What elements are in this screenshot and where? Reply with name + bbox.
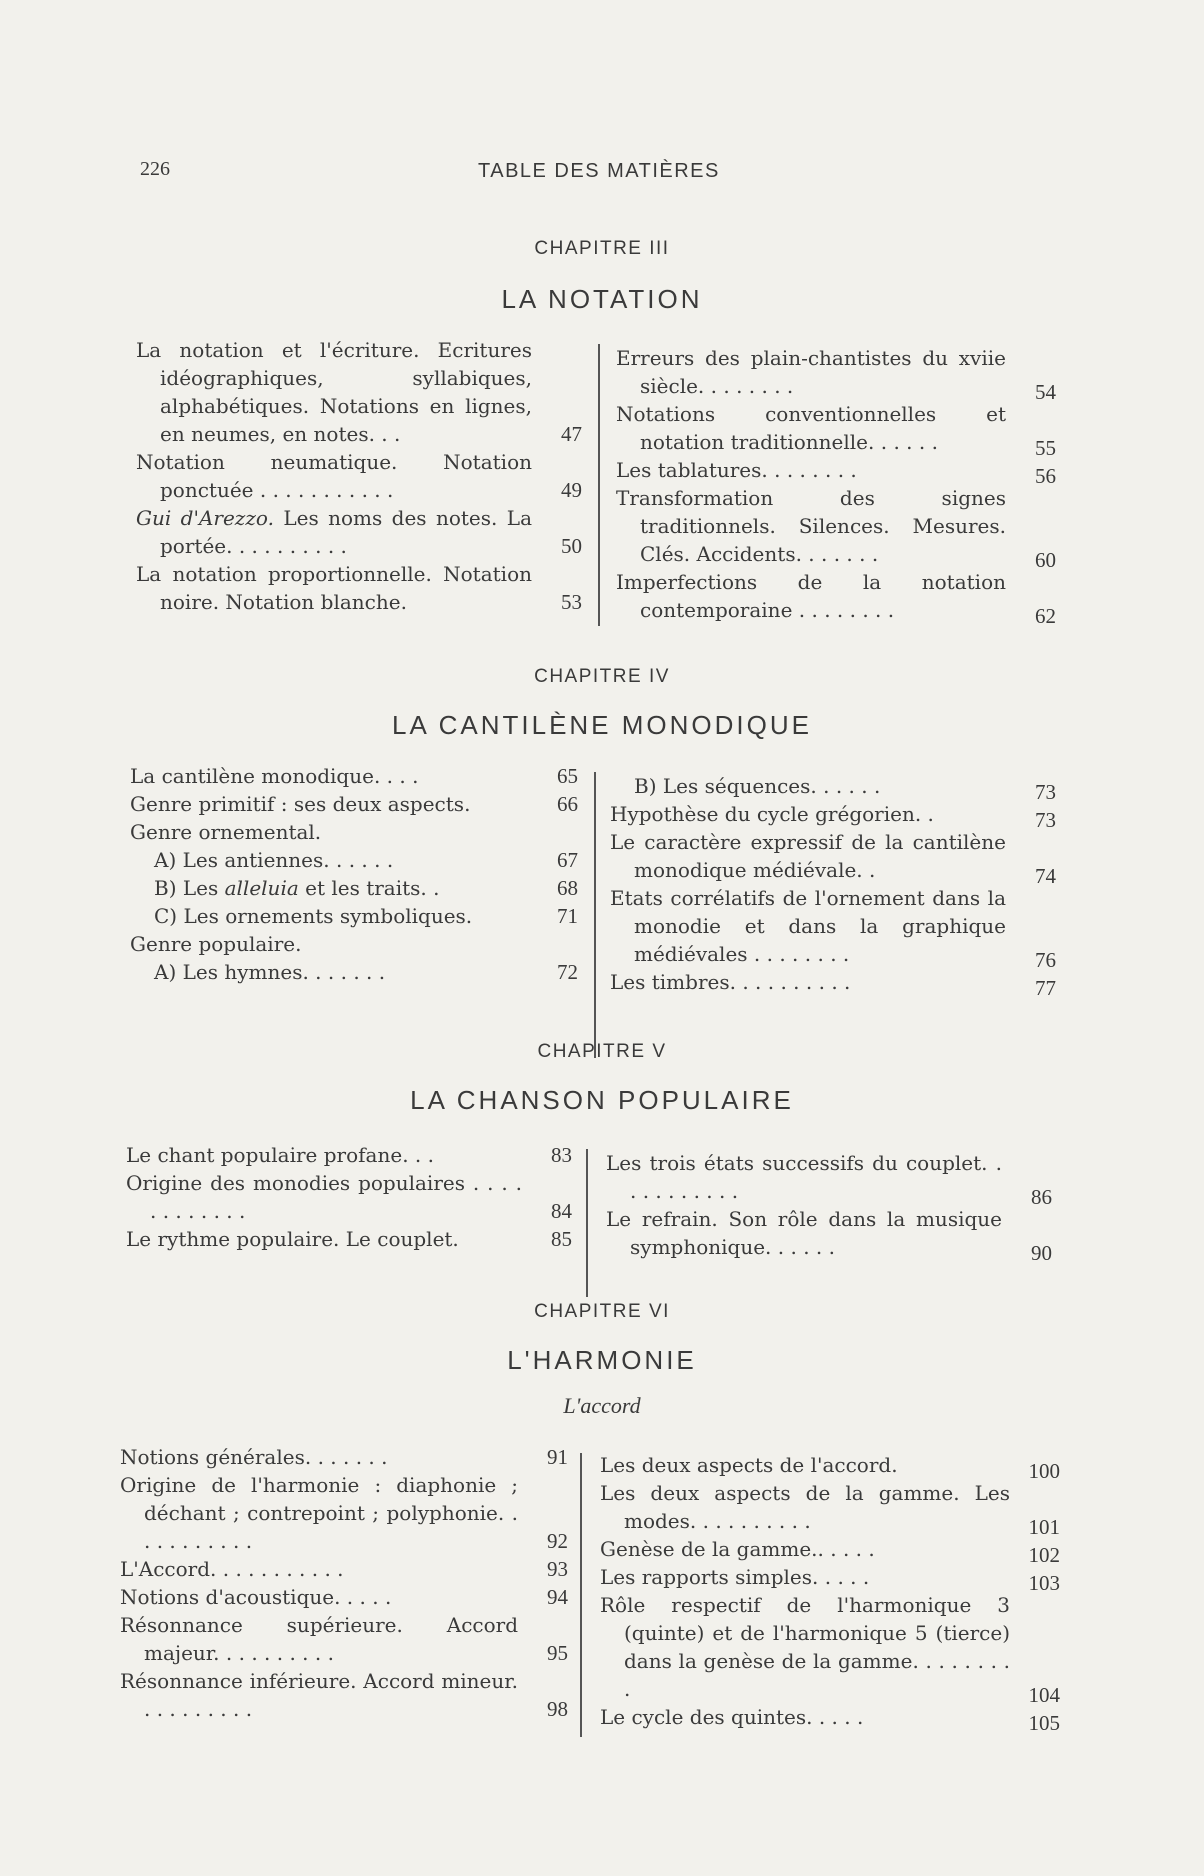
toc-entry[interactable] [606, 1149, 1052, 1209]
toc-right-column [610, 772, 1056, 1000]
chapter-label: CHAPITRE VI [534, 1301, 670, 1322]
toc-entry-title [136, 336, 582, 448]
toc-page-number: 90 [1031, 1241, 1052, 1265]
chapter-title: LA CHANSON POPULAIRE [410, 1085, 794, 1115]
toc-entry-text: Notations conventionnelles et notation traditionnelle. . . . . . [616, 402, 1006, 454]
toc-page-number: 76 [1035, 948, 1056, 972]
toc-entry-title [600, 1591, 1060, 1703]
toc-entry-title [130, 762, 578, 790]
toc-entry-text: La notation proportionnelle. Notation noire. Notation blanche. [136, 562, 532, 614]
toc-entry-title [126, 1141, 572, 1169]
toc-entry[interactable] [120, 1667, 568, 1723]
toc-entry-title [126, 1225, 572, 1253]
toc-entry-title [136, 560, 582, 616]
toc-entry-text: Les rapports simples. . . . . [600, 1565, 870, 1589]
toc-entry[interactable] [130, 846, 578, 874]
toc-entry[interactable] [120, 1611, 568, 1667]
toc-page-number: 66 [557, 792, 578, 816]
toc-entry[interactable] [600, 1535, 1060, 1567]
toc-entry-title [616, 400, 1056, 456]
toc-entry-title [130, 790, 578, 818]
toc-entry-title [610, 772, 1056, 800]
toc-entry-title [600, 1479, 1060, 1535]
toc-entry[interactable] [616, 400, 1056, 460]
page-header [140, 158, 750, 188]
chapter-label: CHAPITRE III [534, 238, 670, 259]
toc-page-number: 77 [1035, 976, 1056, 1000]
toc-entry-title [616, 568, 1056, 624]
toc-entry-title [610, 968, 1056, 996]
toc-entry-text: Etats corrélatifs de l'ornement dans la monodie et dans la graphique médiévales . . . . . . . . [610, 886, 1006, 966]
toc-page-number: 73 [1035, 808, 1056, 832]
toc-left-column [130, 762, 578, 986]
toc-entry[interactable] [126, 1141, 572, 1169]
toc-entry-title [606, 1205, 1052, 1261]
toc-page-number: 92 [547, 1529, 568, 1553]
toc-entry[interactable] [616, 456, 1056, 488]
toc-entry-title [610, 884, 1056, 968]
toc-entry-title [606, 1149, 1052, 1205]
page-number: 226 [140, 158, 170, 180]
toc-page-number: 55 [1035, 436, 1056, 460]
toc-entry[interactable] [600, 1703, 1060, 1735]
toc-page-number: 105 [1028, 1711, 1060, 1735]
toc-entry-text: et les traits. . [298, 876, 440, 900]
toc-entry-italic: alleluia [224, 876, 299, 900]
toc-entry-text: B) Les séquences. . . . . . [634, 774, 881, 798]
toc-entry-text: C) Les ornements symboliques. [154, 904, 473, 928]
toc-entry-text: Genre ornemental. [130, 820, 322, 844]
toc-page-number: 83 [551, 1143, 572, 1167]
toc-entry[interactable] [136, 560, 582, 616]
toc-right-column [606, 1149, 1052, 1265]
toc-entry-title [610, 800, 1056, 828]
toc-page-number: 56 [1035, 464, 1056, 488]
toc-entry[interactable] [120, 1555, 568, 1583]
toc-entry-text: Le rythme populaire. Le couplet. [126, 1227, 459, 1251]
toc-entry-title [130, 902, 578, 930]
toc-entry-text: Erreurs des plain-chantistes du xviie siècle. . . . . . . . [616, 346, 1006, 398]
toc-entry-text: Rôle respectif de l'harmonique 3 (quinte) et de l'harmonique 5 (tierce) dans la genèse de la gamme. . . . . . . . . [600, 1593, 1010, 1701]
toc-page-number: 85 [551, 1227, 572, 1251]
toc-entry-title [126, 1169, 572, 1225]
toc-entry[interactable] [600, 1563, 1060, 1595]
toc-entry-title [130, 846, 578, 874]
toc-entry-text: Notions d'acoustique. . . . . [120, 1585, 392, 1609]
toc-entry-text: Genre populaire. [130, 932, 302, 956]
toc-entry-title [600, 1535, 1060, 1563]
toc-entry[interactable] [130, 958, 578, 986]
toc-page-number: 100 [1028, 1459, 1060, 1483]
toc-entry-title [120, 1583, 568, 1611]
toc-entry[interactable] [610, 884, 1056, 972]
toc-entry-title [130, 930, 578, 958]
toc-entry-text: Transformation des signes traditionnels. Silences. Mesures. Clés. Accidents. . . . . . . [616, 486, 1006, 566]
toc-page-number: 84 [551, 1199, 572, 1223]
toc-page-number: 53 [561, 590, 582, 614]
toc-page-number: 98 [547, 1697, 568, 1721]
toc-entry-title [120, 1555, 568, 1583]
toc-entry-text: Notions générales. . . . . . . [120, 1445, 388, 1469]
toc-entry[interactable] [136, 336, 582, 448]
toc-entry[interactable] [130, 790, 578, 818]
toc-entry-title [120, 1443, 568, 1471]
chapter-title: LA CANTILÈNE MONODIQUE [392, 710, 812, 740]
toc-entry[interactable] [600, 1479, 1060, 1539]
toc-entry-title [616, 344, 1056, 400]
toc-left-column [126, 1141, 572, 1253]
toc-entry[interactable] [126, 1169, 572, 1225]
toc-page-number: 54 [1035, 380, 1056, 404]
toc-entry-text: Les noms des notes. La portée. . . . . . . . . . [160, 506, 532, 558]
toc-entry[interactable] [126, 1225, 572, 1253]
toc-entry[interactable] [136, 448, 582, 504]
toc-entry-text: Le cycle des quintes. . . . . [600, 1705, 864, 1729]
toc-entry-text: Les deux aspects de l'accord. [600, 1453, 898, 1477]
toc-right-column [600, 1451, 1060, 1735]
toc-page-number: 93 [547, 1557, 568, 1581]
toc-page-number: 94 [547, 1585, 568, 1609]
toc-entry-text: Le chant populaire profane. . . [126, 1143, 434, 1167]
toc-entry[interactable] [120, 1443, 568, 1471]
toc-page-number: 86 [1031, 1185, 1052, 1209]
toc-entry[interactable] [130, 874, 578, 902]
toc-entry-text: Imperfections de la notation contemporaine . . . . . . . . [616, 570, 1006, 622]
column-divider [598, 344, 600, 626]
chapter-title: LA NOTATION [501, 284, 703, 314]
toc-page-number: 101 [1028, 1515, 1060, 1539]
toc-entry-text: Origine des monodies populaires . . . . . . . . . . . . [126, 1171, 522, 1223]
toc-entry-text: Les tablatures. . . . . . . . [616, 458, 857, 482]
toc-entry-title [130, 958, 578, 986]
toc-page-number: 73 [1035, 780, 1056, 804]
toc-entry[interactable] [610, 968, 1056, 1000]
toc-entry[interactable] [610, 800, 1056, 832]
chapter-label: CHAPITRE IV [534, 666, 670, 687]
toc-entry-text: Notation neumatique. Notation ponctuée . . . . . . . . . . . [136, 450, 532, 502]
toc-page-number: 103 [1028, 1571, 1060, 1595]
toc-entry-text: Les deux aspects de la gamme. Les modes. . . . . . . . . . [600, 1481, 1010, 1533]
toc-entry-text: A) Les hymnes. . . . . . . [154, 960, 386, 984]
toc-entry-text: A) Les antiennes. . . . . . [154, 848, 394, 872]
toc-entry-text: Les trois états successifs du couplet. . . . . . . . . . . [606, 1151, 1002, 1203]
toc-entry-title [136, 504, 582, 560]
toc-page-number: 62 [1035, 604, 1056, 628]
column-divider [586, 1149, 588, 1297]
toc-right-column [616, 344, 1056, 628]
toc-entry-title [600, 1451, 1060, 1479]
toc-entry-title [120, 1667, 568, 1723]
running-title: TABLE DES MATIÈRES [478, 160, 720, 182]
toc-entry-text: Résonnance inférieure. Accord mineur. . . . . . . . . . [120, 1669, 518, 1721]
toc-entry[interactable] [616, 484, 1056, 572]
chapter-subtitle: L'accord [563, 1393, 641, 1418]
toc-entry-text: Le refrain. Son rôle dans la musique symphonique. . . . . . [606, 1207, 1002, 1259]
toc-entry-text: Genre primitif : ses deux aspects. [130, 792, 471, 816]
toc-entry-title [130, 874, 578, 902]
toc-entry-text: Hypothèse du cycle grégorien. . [610, 802, 934, 826]
toc-page-number: 49 [561, 478, 582, 502]
toc-entry[interactable] [130, 818, 578, 846]
toc-page-number: 104 [1028, 1683, 1060, 1707]
toc-entry-text: Résonnance supérieure. Accord majeur. . . . . . . . . . [120, 1613, 518, 1665]
toc-entry-text: Genèse de la gamme.. . . . . [600, 1537, 875, 1561]
toc-entry[interactable] [130, 930, 578, 958]
chapter-label: CHAPITRE V [537, 1041, 667, 1062]
toc-page-number: 60 [1035, 548, 1056, 572]
toc-entry-prefix: B) Les [154, 876, 225, 900]
toc-entry[interactable] [136, 504, 582, 560]
toc-entry-title [130, 818, 578, 846]
toc-entry-text: La cantilène monodique. . . . [130, 764, 419, 788]
toc-entry-title [600, 1703, 1060, 1731]
toc-entry[interactable] [610, 772, 1056, 804]
toc-page-number: 74 [1035, 864, 1056, 888]
toc-entry[interactable] [600, 1591, 1060, 1707]
toc-entry[interactable] [120, 1583, 568, 1611]
toc-entry-title [600, 1563, 1060, 1591]
toc-left-column [120, 1443, 568, 1723]
toc-entry-title [120, 1611, 568, 1667]
toc-entry-italic: Gui d'Arezzo. [136, 506, 274, 530]
toc-page-number: 91 [547, 1445, 568, 1469]
toc-entry-text: La notation et l'écriture. Ecritures idéographiques, syllabiques, alphabétiques. Notations en lignes, en neumes, en notes. . . [136, 338, 532, 446]
toc-page-number: 95 [547, 1641, 568, 1665]
toc-page-number: 102 [1028, 1543, 1060, 1567]
toc-page-number: 65 [557, 764, 578, 788]
toc-page-number: 71 [557, 904, 578, 928]
column-divider [594, 772, 596, 1058]
toc-page-number: 67 [557, 848, 578, 872]
toc-entry[interactable] [606, 1205, 1052, 1265]
toc-entry-title [120, 1471, 568, 1555]
toc-entry-text: Les timbres. . . . . . . . . . [610, 970, 851, 994]
toc-entry-text: Le caractère expressif de la cantilène monodique médiévale. . [610, 830, 1006, 882]
toc-entry[interactable] [120, 1471, 568, 1555]
toc-entry[interactable] [130, 902, 578, 930]
toc-entry[interactable] [616, 568, 1056, 628]
toc-page-number: 68 [557, 876, 578, 900]
toc-entry-text: L'Accord. . . . . . . . . . . [120, 1557, 344, 1581]
toc-entry[interactable] [610, 828, 1056, 888]
toc-left-column [136, 336, 582, 616]
toc-entry-title [610, 828, 1056, 884]
toc-entry-title [616, 456, 1056, 484]
toc-entry[interactable] [130, 762, 578, 790]
toc-entry-title [136, 448, 582, 504]
toc-entry-text: Origine de l'harmonie : diaphonie ; déchant ; contrepoint ; polyphonie. . . . . . . . . . . [120, 1473, 518, 1553]
chapter-title: L'HARMONIE [507, 1345, 697, 1375]
toc-entry[interactable] [600, 1451, 1060, 1483]
toc-entry-title [616, 484, 1056, 568]
toc-page-number: 47 [561, 422, 582, 446]
toc-page-number: 50 [561, 534, 582, 558]
toc-page-number: 72 [557, 960, 578, 984]
toc-entry[interactable] [616, 344, 1056, 404]
column-divider [580, 1453, 582, 1737]
